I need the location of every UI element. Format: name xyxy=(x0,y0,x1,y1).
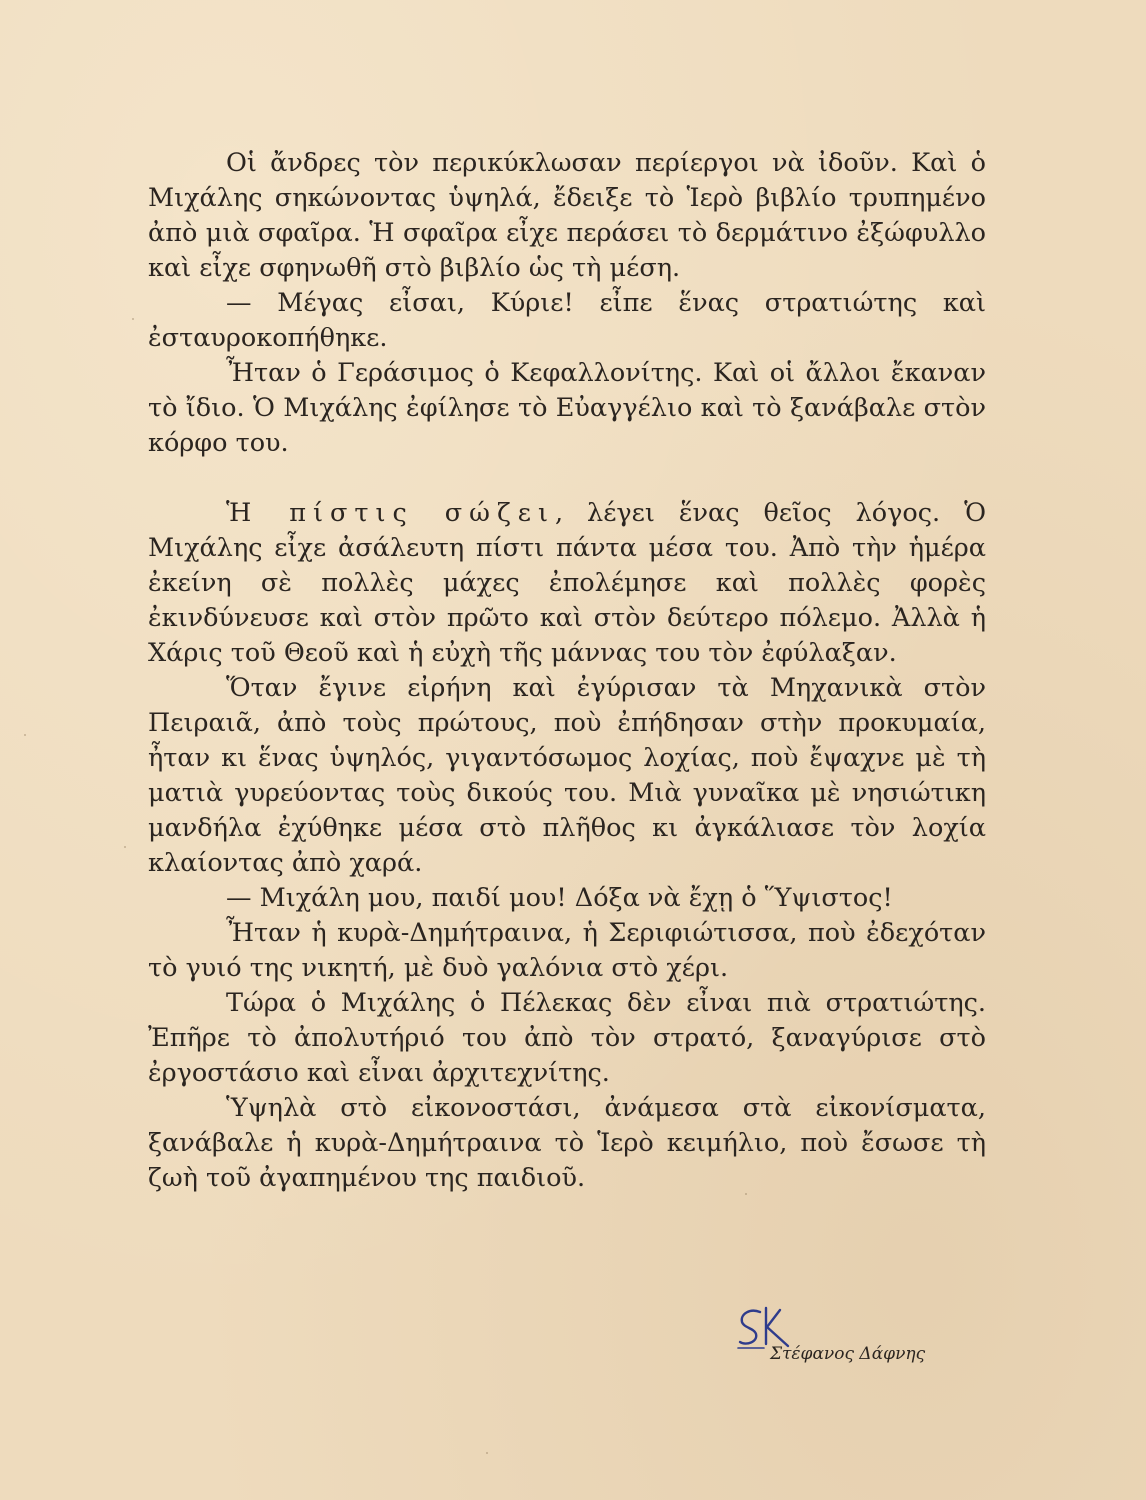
paper-speck xyxy=(132,318,134,320)
author-name: Στέφανος Δάφνης xyxy=(770,1344,926,1364)
paragraph: Τώρα ὁ Μιχάλης ὁ Πέλεκας δὲν εἶναι πιὰ στρατιώτης. Ἐπῆρε τὸ ἀπολυτήριό του ἀπὸ τὸν στρατό, ξαναγύρισε στὸ ἐργοστάσιο καὶ εἶναι ἀρχιτεχνίτης. xyxy=(148,988,986,1088)
paper-speck xyxy=(124,846,126,848)
paragraph-text: , λέγει ἕνας θεῖος λόγος. Ὁ Μιχάλης εἶχε ἀσάλευτη πίστι πάντα μέσα του. Ἀπὸ τὴν ἡμέρα ἐκείνη σὲ πολλὲς μάχες ἐπολέμησε καὶ πολλὲς φορὲς ἐκινδύνευσε καὶ στὸν πρῶτο καὶ στὸν δεύτερο πόλεμο. Ἀλλὰ ἡ Χάρις τοῦ Θεοῦ καὶ ἡ εὐχὴ τῆς μάννας του τὸν ἐφύλαξαν. xyxy=(148,498,986,668)
paragraph: Ὑψηλὰ στὸ εἰκονοστάσι, ἀνάμεσα στὰ εἰκονίσματα, ξανάβαλε ἡ κυρὰ-Δημήτραινα τὸ Ἱερὸ κειμήλιο, ποὺ ἔσωσε τὴ ζωὴ τοῦ ἀγαπημένου της παιδιοῦ. xyxy=(148,1093,986,1193)
paper-speck xyxy=(486,1452,488,1454)
paragraph: — Μιχάλη μου, παιδί μου! Δόξα νὰ ἔχῃ ὁ Ὕψιστος! xyxy=(226,883,893,913)
paragraph: Ἦταν ἡ κυρὰ-Δημήτραινα, ἡ Σεριφιώτισσα, ποὺ ἐδεχόταν τὸ γυιό της νικητή, μὲ δυὸ γαλόνια στὸ χέρι. xyxy=(148,918,986,983)
paragraph: Ἦταν ὁ Γεράσιμος ὁ Κεφαλλονίτης. Καὶ οἱ ἄλλοι ἔκαναν τὸ ἴδιο. Ὁ Μιχάλης ἐφίλησε τὸ Εὐαγγέλιο καὶ τὸ ξανάβαλε στὸν κόρφο του. xyxy=(148,358,986,458)
paragraph: Οἱ ἄνδρες τὸν περικύκλωσαν περίεργοι νὰ ἰδοῦν. Καὶ ὁ Μιχάλης σηκώνοντας ὑψηλά, ἔδειξε τὸ Ἱερὸ βιβλίο τρυπημένο ἀπὸ μιὰ σφαῖρα. Ἡ σφαῖρα εἶχε περάσει τὸ δερμάτινο ἐξώφυλλο καὶ εἶχε σφηνωθῆ στὸ βιβλίο ὡς τὴ μέση. xyxy=(148,148,986,283)
paragraph xyxy=(148,496,986,671)
spaced-emphasis: Ἡ πίστις σώζει xyxy=(226,498,555,528)
paragraph: — Μέγας εἶσαι, Κύριε! εἶπε ἕνας στρατιώτης καὶ ἐσταυροκοπήθηκε. xyxy=(148,288,986,353)
paper-speck xyxy=(24,734,26,736)
body-text xyxy=(148,146,986,1196)
paragraph: Ὅταν ἔγινε εἰρήνη καὶ ἐγύρισαν τὰ Μηχανικὰ στὸν Πειραιᾶ, ἀπὸ τοὺς πρώτους, ποὺ ἐπήδησαν στὴν προκυμαία, ἦταν κι ἕνας ὑψηλός, γιγαντόσωμος λοχίας, ποὺ ἔψαχνε μὲ τὴ ματιὰ γυρεύοντας τοὺς δικούς του. Μιὰ γυναῖκα μὲ νησιώτικη μανδήλα ἐχύθηκε μέσα στὸ πλῆθος κι ἀγκάλιασε τὸν λοχία κλαίοντας ἀπὸ χαρά. xyxy=(148,673,986,878)
